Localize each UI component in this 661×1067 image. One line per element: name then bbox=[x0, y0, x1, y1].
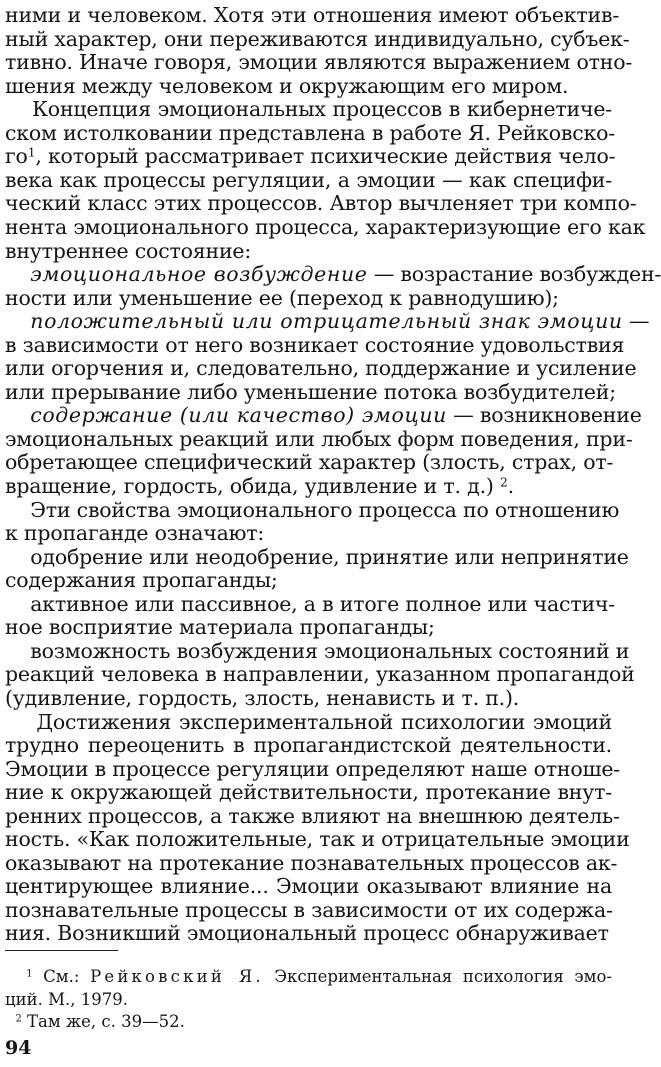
text-line bbox=[5, 426, 633, 452]
text-segment: шения между человеком и окружающим его миром. bbox=[5, 73, 569, 98]
text-segment: ренних процессов, а также влияют на внешнюю деятель- bbox=[5, 803, 620, 828]
footnote-line bbox=[5, 1011, 612, 1033]
text-line bbox=[5, 873, 612, 899]
text-segment: Там же, с. 39—52. bbox=[21, 1012, 185, 1031]
text-segment: вращение, гордость, обида, удивление и т. д.) bbox=[5, 474, 501, 498]
text-segment bbox=[5, 309, 30, 333]
text-line bbox=[5, 803, 620, 829]
text-line bbox=[5, 73, 612, 99]
text-line bbox=[5, 96, 612, 122]
text-segment: ском истолковании представлена в работе Я. Рейковско- bbox=[5, 120, 615, 145]
text-line bbox=[5, 897, 612, 923]
text-segment: возможность возбуждения эмоциональных состояний и bbox=[5, 638, 630, 663]
text-segment: ный характер, они переживаются индивидуально, субъек- bbox=[5, 26, 630, 51]
text-line bbox=[5, 850, 618, 876]
text-line bbox=[5, 2, 620, 28]
text-segment: содержания пропаганды; bbox=[5, 568, 278, 593]
footnote-ref: 2 bbox=[500, 475, 508, 490]
text-segment: ними и человеком. Хотя эти отношения имеют объектив- bbox=[5, 3, 620, 27]
text-line bbox=[5, 49, 633, 75]
footnote-ref: 2 bbox=[15, 1013, 22, 1025]
text-line bbox=[5, 614, 612, 640]
text-line bbox=[5, 355, 637, 381]
text-segment: активное или пассивное, а в итоге полное или частич- bbox=[5, 591, 616, 616]
text-line bbox=[5, 497, 620, 523]
text-line bbox=[5, 826, 630, 852]
text-segment: — возникновение bbox=[446, 403, 642, 428]
text-line bbox=[5, 520, 612, 546]
text-segment bbox=[5, 403, 30, 427]
text-segment: ние к окружающей действительности, протекание внут- bbox=[5, 780, 612, 805]
text-line bbox=[5, 26, 630, 52]
italic-term: положительный или отрицательный знак эмоции bbox=[30, 309, 623, 334]
text-line bbox=[5, 591, 616, 617]
text-line bbox=[5, 402, 642, 428]
text-segment: или прерывание либо уменьшение потока возбудителей; bbox=[5, 379, 616, 404]
text-line bbox=[5, 732, 612, 758]
text-segment: тивно. Иначе говоря, эмоции являются выражением отно- bbox=[5, 50, 633, 75]
text-line bbox=[5, 167, 612, 193]
text-segment: внутреннее состояние: bbox=[5, 238, 252, 263]
text-segment: нента эмоционального процесса, характеризующие его как bbox=[5, 214, 646, 239]
text-segment: — возрастание возбужден- bbox=[367, 262, 661, 287]
page-number: 94 bbox=[5, 1037, 32, 1059]
text-line bbox=[5, 332, 625, 358]
spaced-author: Рейковский Я. bbox=[90, 967, 264, 986]
text-segment bbox=[5, 967, 26, 986]
text-line bbox=[5, 638, 630, 664]
text-segment: к пропаганде означают: bbox=[5, 521, 265, 546]
text-segment: . bbox=[507, 474, 514, 498]
text-line bbox=[5, 661, 635, 687]
text-line bbox=[5, 261, 661, 287]
text-segment: ния. Возникший эмоциональный процесс обнаруживает bbox=[5, 921, 609, 946]
text-line bbox=[5, 308, 650, 334]
text-segment: ности или уменьшение ее (переход к равнодушию); bbox=[5, 285, 559, 310]
text-segment: , который рассматривает психические действия чело- bbox=[35, 144, 616, 169]
text-segment: ное восприятие материала пропаганды; bbox=[5, 615, 435, 640]
text-segment: эмоциональных реакций или любых форм поведения, при- bbox=[5, 426, 633, 451]
text-line bbox=[5, 920, 612, 946]
footnote-line bbox=[5, 966, 612, 988]
text-line bbox=[5, 238, 612, 264]
text-segment: — bbox=[622, 309, 650, 334]
text-segment bbox=[5, 262, 30, 286]
text-line bbox=[5, 779, 612, 805]
text-segment: Эти свойства эмоционального процесса по отношению bbox=[5, 497, 620, 522]
text-line bbox=[5, 449, 612, 475]
text-segment: ций. М., 1979. bbox=[5, 989, 128, 1009]
text-line bbox=[5, 143, 616, 169]
text-segment: обретающее специфический характер (злость, страх, от- bbox=[5, 450, 614, 475]
text-line bbox=[5, 567, 612, 593]
text-segment: в зависимости от него возникает состояние удовольствия bbox=[5, 332, 625, 357]
text-line bbox=[5, 379, 616, 405]
footnote-ref: 1 bbox=[27, 145, 36, 160]
text-line bbox=[5, 120, 615, 146]
text-segment: ческий класс этих процессов. Автор вычленяет три компо- bbox=[5, 191, 637, 216]
italic-term: эмоциональное возбуждение bbox=[30, 262, 368, 287]
text-line bbox=[5, 190, 637, 216]
text-segment: одобрение или неодобрение, принятие или непринятие bbox=[5, 544, 629, 569]
text-line bbox=[5, 685, 612, 711]
footnote-separator bbox=[5, 950, 118, 951]
text-segment: или огорчения и, следовательно, поддержание и усиление bbox=[5, 356, 637, 381]
footnote-line bbox=[5, 989, 612, 1011]
text-line bbox=[5, 214, 646, 240]
text-line bbox=[5, 473, 612, 499]
text-segment: Эмоции в процессе регуляции определяют наше отноше- bbox=[5, 756, 621, 781]
text-segment: Концепция эмоциональных процессов в кибернетиче- bbox=[5, 97, 612, 122]
text-segment: познавательные процессы в зависимости от их содержа- bbox=[5, 897, 613, 922]
text-segment: оказывают на протекание познавательных процессов ак- bbox=[5, 850, 618, 875]
text-segment: го bbox=[5, 144, 28, 169]
text-line bbox=[5, 285, 612, 311]
footnote-ref: 1 bbox=[26, 968, 33, 980]
text-line bbox=[5, 756, 621, 782]
text-segment: ность. «Как положительные, так и отрицательные эмоции bbox=[5, 827, 630, 852]
text-segment: реакций человека в направлении, указанном пропагандой bbox=[5, 662, 635, 687]
text-segment: века как процессы регуляции, а эмоции — как специфи- bbox=[5, 167, 612, 192]
italic-term: содержание (или качество) эмоции bbox=[30, 403, 447, 428]
text-segment: Экспериментальная психология эмо- bbox=[263, 967, 612, 986]
text-segment: трудно переоценить в пропагандистской деятельности. bbox=[5, 733, 612, 758]
text-segment: См.: bbox=[32, 967, 91, 986]
text-segment: Достижения экспериментальной психологии эмоций bbox=[5, 709, 612, 734]
text-line bbox=[5, 544, 629, 570]
text-segment: центирующее влияние... Эмоции оказывают влияние на bbox=[5, 874, 612, 899]
text-line bbox=[5, 709, 612, 735]
text-segment bbox=[5, 1012, 16, 1031]
text-segment: (удивление, гордость, злость, ненависть и т. п.). bbox=[5, 685, 520, 710]
